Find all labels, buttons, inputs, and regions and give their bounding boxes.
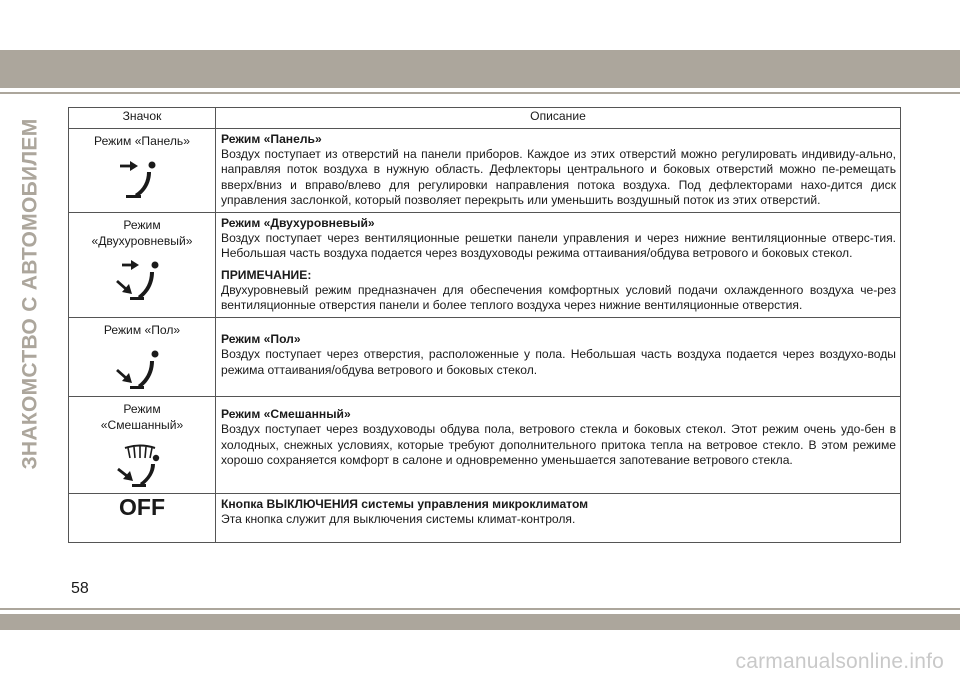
icon-cell-bilevel: [69, 213, 216, 318]
description-text-bilevel: Воздух поступает через вентиляционные решетки панели управления и через нижние вентиляционные отверс-тия. Небольшая часть воздуха подается через воздуховоды режима оттаивания/обдува ветрового и боковых стекол.: [221, 231, 896, 261]
icon-cell-mixed: [69, 397, 216, 494]
description-text-off: Эта кнопка служит для выключения системы климат-контроля.: [221, 512, 576, 527]
header-rule: [0, 92, 960, 94]
floor-mode-icon: [112, 344, 172, 392]
footer-rule: [0, 608, 960, 610]
header-band: [0, 50, 960, 88]
description-title-mixed: Режим «Смешанный»: [221, 407, 351, 422]
description-title-floor: Режим «Пол»: [221, 332, 301, 347]
column-header-icon: Значок: [69, 108, 216, 129]
mode-label-bilevel-line2: «Двухуровневый»: [91, 234, 193, 249]
off-button-icon: OFF: [119, 494, 165, 521]
description-cell-mixed: [216, 397, 901, 494]
table-row: [69, 213, 901, 318]
mixed-mode-icon: [112, 439, 172, 489]
description-text-floor: Воздух поступает через отверстия, расположенные у пола. Небольшая часть воздуха подается через воздухо-воды режима оттаивания/обдува ветрового и боковых стекол.: [221, 347, 896, 377]
description-title-panel: Режим «Панель»: [221, 132, 322, 146]
mode-label-bilevel-line1: Режим: [123, 218, 161, 233]
icon-cell-floor: [69, 318, 216, 397]
footer-band: [0, 614, 960, 630]
table-header-row: [69, 108, 901, 129]
mode-label-panel: Режим «Панель»: [94, 134, 190, 148]
description-text-panel: Воздух поступает из отверстий на панели приборов. Каждое из этих отверстий можно регулировать индивиду-ально, направляя поток воздуха в нужную область. Дефлекторы центрального и боковых отверстий можно пе-ремещать вверх/вниз и вправо/влево для регулировки направления потока воздуха. Под дефлекторами нахо-дится диск управления заслонкой, который позволяет перекрыть или уменьшить воздушный поток из этих отверстий.: [221, 147, 896, 207]
section-side-title-text: ЗНАКОМСТВО С АВТОМОБИЛЕМ: [19, 118, 43, 470]
icon-cell-panel: [69, 129, 216, 213]
column-header-description: Описание: [216, 108, 901, 129]
description-cell-bilevel: [216, 213, 901, 318]
icon-cell-off: [69, 494, 216, 542]
page-number: 58: [71, 580, 89, 597]
table-row: [69, 397, 901, 494]
section-side-title: [19, 108, 43, 480]
climate-modes-table: [68, 107, 901, 543]
note-title-bilevel: ПРИМЕЧАНИЕ:: [221, 267, 312, 282]
description-cell-off: [216, 494, 901, 542]
mode-label-mixed-line1: Режим: [123, 402, 161, 417]
mode-label-floor: Режим «Пол»: [103, 323, 181, 338]
bilevel-mode-icon: [112, 255, 172, 303]
mode-label-mixed-line2: «Смешанный»: [100, 418, 184, 433]
table-row: [69, 318, 901, 397]
description-title-bilevel: Режим «Двухуровневый»: [221, 216, 375, 231]
description-cell-floor: [216, 318, 901, 397]
note-text-bilevel: Двухуровневый режим предназначен для обеспечения комфортных условий подачи охлажденного воздуха че-рез вентиляционные отверстия панели и более теплого воздуха через нижние вентиляционные отверстия.: [221, 282, 896, 313]
description-title-off: Кнопка ВЫКЛЮЧЕНИЯ системы управления микроклиматом: [221, 497, 589, 512]
description-cell-panel: [216, 129, 901, 213]
table-row: [69, 129, 901, 213]
panel-mode-icon: [112, 155, 172, 199]
table-row: [69, 494, 901, 542]
watermark: carmanualsonline.info: [735, 650, 944, 673]
description-text-mixed: Воздух поступает через воздуховоды обдува пола, ветрового стекла и боковых стекол. Этот режим очень удо-бен в холодных, снежных условиях, которые требуют дополнительного притока тепла на ветровое стекло. В этом режиме хорошо сохраняется комфорт в салоне и одновременно уменьшается запотевание ветрового стекла.: [221, 422, 896, 467]
